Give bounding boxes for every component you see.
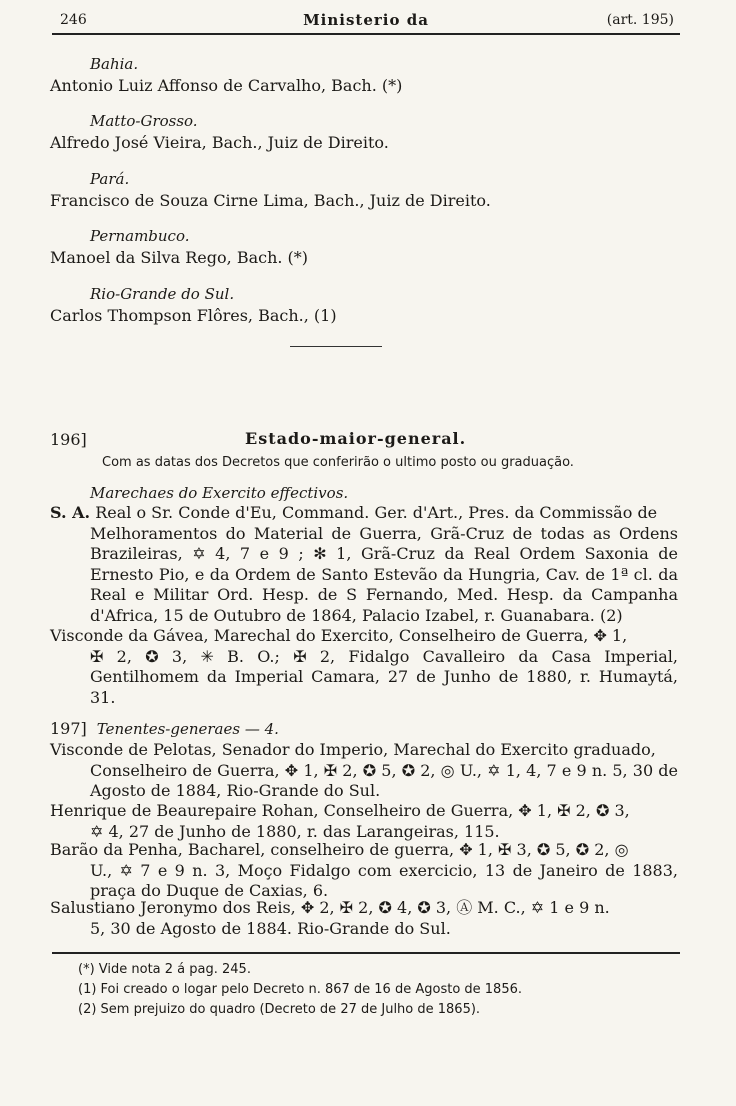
header-rule bbox=[52, 33, 680, 35]
province-state: Pará. bbox=[90, 170, 130, 188]
subsection-number: 197] bbox=[50, 719, 87, 738]
section-title: Estado-maior-general. bbox=[245, 429, 467, 448]
entry-continuation: Conselheiro de Guerra, ✥ 1, ✠ 2, ✪ 5, ✪ 2, ◎ U., ✡ 1, 4, 7 e 9 n. 5, 30 de Agosto de 1884, Rio-Grande do Sul. bbox=[90, 760, 678, 800]
footnote: (2) Sem prejuizo do quadro (Decreto de 27 de Julho de 1865). bbox=[78, 1002, 481, 1017]
header-title: Ministerio da bbox=[303, 11, 429, 29]
entry-first-line: Salustiano Jeronymo dos Reis, ✥ 2, ✠ 2, ✪ 4, ✪ 3, Ⓐ M. C., ✡ 1 e 9 n. bbox=[50, 898, 610, 917]
running-header bbox=[52, 10, 680, 32]
province-name: Carlos Thompson Flôres, Bach., (1) bbox=[50, 306, 337, 325]
province-name: Manoel da Silva Rego, Bach. (*) bbox=[50, 248, 309, 267]
footnote-rule bbox=[52, 952, 680, 954]
list-item bbox=[50, 626, 678, 708]
list-item bbox=[50, 740, 678, 802]
province-state: Bahia. bbox=[90, 55, 139, 73]
marechaes-heading: Marechaes do Exercito effectivos. bbox=[90, 484, 349, 502]
footnote: (1) Foi creado o logar pelo Decreto n. 867 de 16 de Agosto de 1856. bbox=[78, 982, 522, 997]
subsection-title: Tenentes-generaes — 4. bbox=[96, 720, 279, 738]
header-article: (art. 195) bbox=[606, 12, 674, 28]
entry-first-line: Visconde de Pelotas, Senador do Imperio, Marechal do Exercito graduado, bbox=[50, 740, 656, 759]
province-state: Matto-Grosso. bbox=[90, 112, 198, 130]
list-item bbox=[50, 898, 678, 939]
list-item bbox=[50, 840, 678, 902]
province-state: Pernambuco. bbox=[90, 227, 190, 245]
entry-continuation: Melhoramentos do Material de Guerra, Grã-Cruz de todas as Ordens Brazileiras, ✡ 4, 7 e 9 ; ✻ 1, Grã-Cruz da Real Ordem Saxonia de Ernesto Pio, e da Ordem de Santo Estevão da Hungria, Cav. de 1ª cl. da Real e Militar Ord. Hesp. de S Fernando, Med. Hesp. da Campanha d'Africa, 15 de Outubro de 1864, Palacio Izabel, r. Guanabara. (2) bbox=[90, 523, 678, 625]
list-item bbox=[50, 503, 678, 626]
section-divider bbox=[290, 346, 382, 347]
province-state: Rio-Grande do Sul. bbox=[90, 285, 235, 303]
entry-first-line: Barão da Penha, Bacharel, conselheiro de guerra, ✥ 1, ✠ 3, ✪ 5, ✪ 2, ◎ bbox=[50, 840, 629, 859]
footnote: (*) Vide nota 2 á pag. 245. bbox=[78, 962, 251, 977]
section-number: 196] bbox=[50, 430, 87, 449]
entry-first-line: Visconde da Gávea, Marechal do Exercito, Conselheiro de Guerra, ✥ 1, bbox=[50, 626, 628, 645]
page-number: 246 bbox=[60, 12, 87, 28]
list-item bbox=[50, 801, 678, 842]
entry-first-line: Henrique de Beaurepaire Rohan, Conselheiro de Guerra, ✥ 1, ✠ 2, ✪ 3, bbox=[50, 801, 630, 820]
entry-continuation: 5, 30 de Agosto de 1884. Rio-Grande do Sul. bbox=[90, 918, 451, 938]
subsection-heading bbox=[50, 719, 279, 738]
province-name: Alfredo José Vieira, Bach., Juiz de Direito. bbox=[50, 133, 389, 152]
province-name: Francisco de Souza Cirne Lima, Bach., Juiz de Direito. bbox=[50, 191, 491, 210]
province-name: Antonio Luiz Affonso de Carvalho, Bach. (*) bbox=[50, 76, 403, 95]
entry-lead: S. A. bbox=[50, 503, 91, 522]
entry-first-line: Real o Sr. Conde d'Eu, Command. Ger. d'Art., Pres. da Commissão de bbox=[90, 503, 658, 522]
entry-continuation: U., ✡ 7 e 9 n. 3, Moço Fidalgo com exercicio, 13 de Janeiro de 1883, praça do Duque de Caxias, 6. bbox=[90, 860, 678, 900]
entry-continuation: ✠ 2, ✪ 3, ✳ B. O.; ✠ 2, Fidalgo Cavalleiro da Casa Imperial, Gentilhomem da Imperial Camara, 27 de Junho de 1880, r. Humaytá, 31. bbox=[90, 646, 678, 707]
section-subtitle: Com as datas dos Decretos que conferirão o ultimo posto ou graduação. bbox=[102, 455, 574, 470]
entry-continuation: ✡ 4, 27 de Junho de 1880, r. das Larangeiras, 115. bbox=[90, 821, 500, 841]
